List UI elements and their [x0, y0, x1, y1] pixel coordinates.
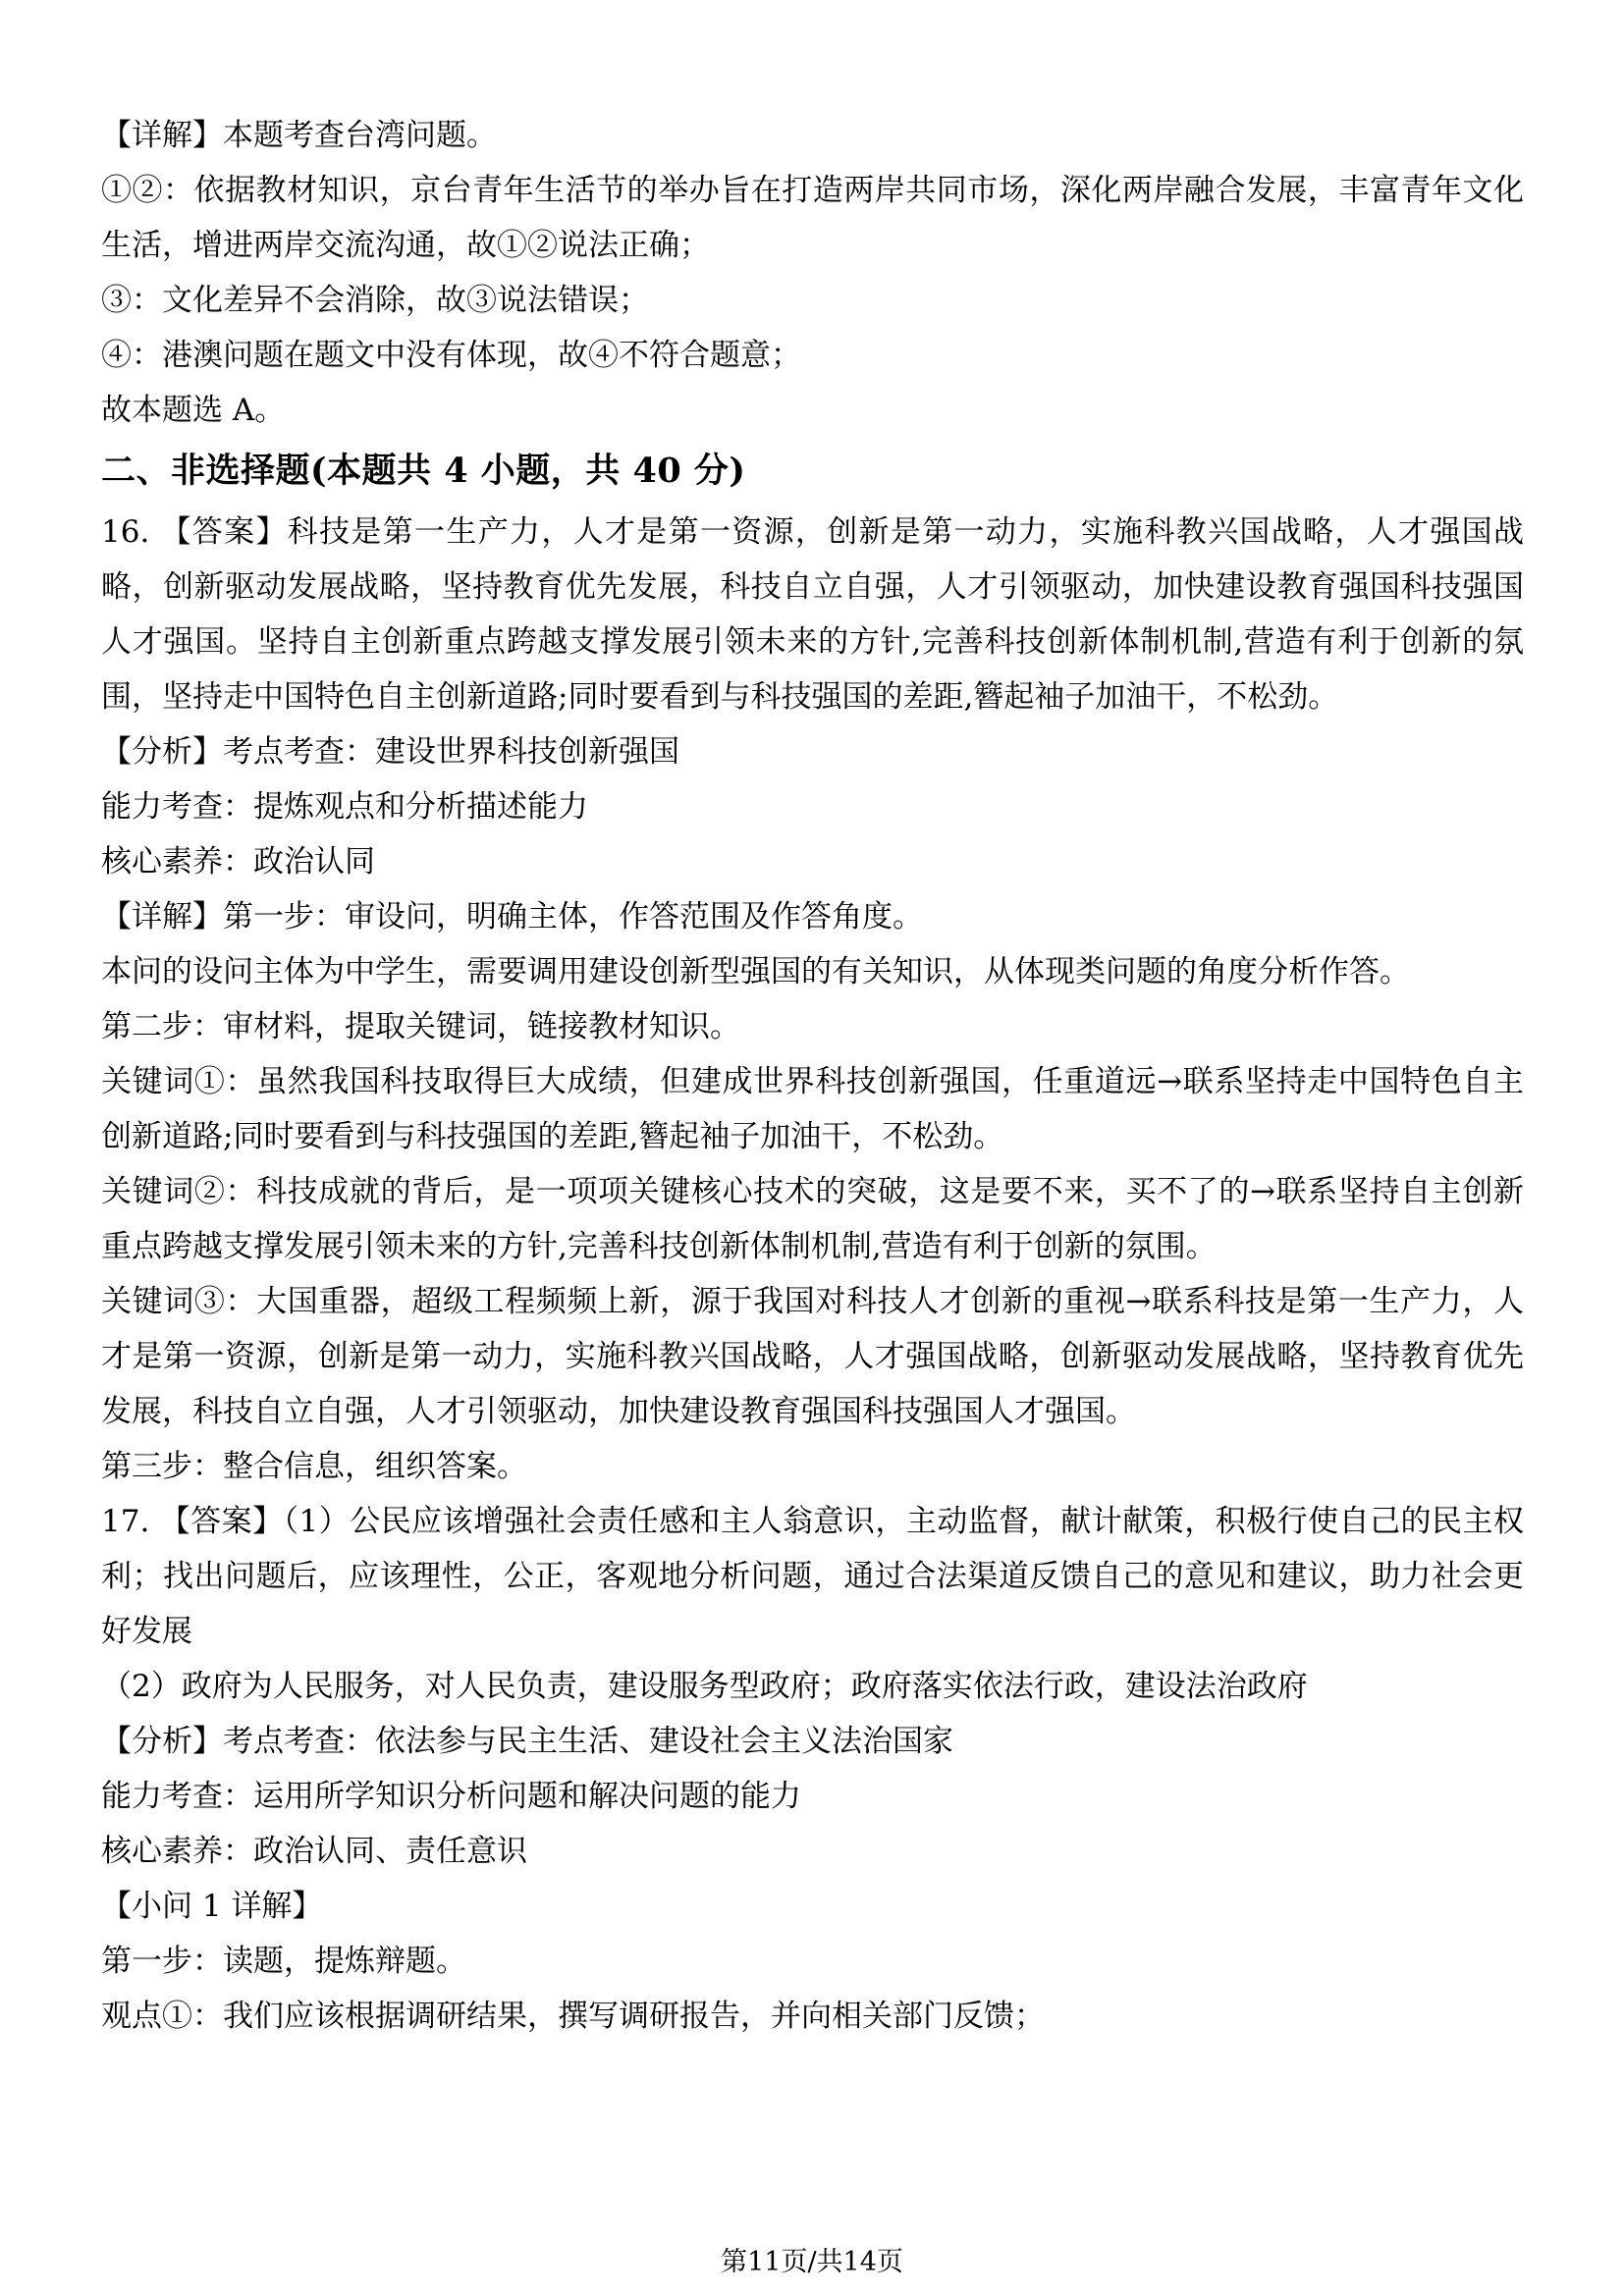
q17-answer-part2: （2）政府为人民服务，对人民负责，建设服务型政府；政府落实依法行政，建设法治政府	[101, 1669, 1308, 1704]
q16-ability-focus: 能力考查：提炼观点和分析描述能力	[101, 789, 588, 825]
q16-step2: 第二步：审材料，提取关键词，链接教材知识。	[101, 1009, 740, 1044]
q15-point-3-analysis: ③：文化差异不会消除，故③说法错误；	[101, 283, 649, 318]
q17-analysis-topics: 【分析】考点考查：依法参与民主生活、建设社会主义法治国家	[101, 1724, 953, 1759]
page-number-footer: 第11页/共14页	[721, 2247, 903, 2277]
q17-step1: 第一步：读题，提炼辩题。	[101, 1944, 466, 1979]
q16-keyword-1: 关键词①：虽然我国科技取得巨大成绩，但建成世界科技创新强国，任重道远→联系坚持走中国特色自主创新道路;同时要看到与科技强国的差距,簪起袖子加油干，不松劲。	[101, 1064, 1524, 1154]
q17-core-literacy: 核心素养：政治认同、责任意识	[101, 1834, 527, 1869]
q16-keyword-3: 关键词③：大国重器，超级工程频频上新，源于我国对科技人才创新的重视→联系科技是第一生产力，人才是第一资源，创新是第一动力，实施科教兴国战略，人才强国战略，创新驱动发展战略，坚持教育优先发展，科技自立自强，人才引领驱动，加快建设教育强国科技强国人才强国。	[101, 1284, 1524, 1429]
answer-key-content	[101, 108, 1524, 2044]
q16-core-literacy: 核心素养：政治认同	[101, 844, 375, 880]
q17-viewpoint-1: 观点①：我们应该根据调研结果，撰写调研报告，并向相关部门反馈；	[101, 1999, 1045, 2034]
q15-point-4-analysis: ④：港澳问题在题文中没有体现，故④不符合题意；	[101, 338, 801, 373]
q17-subquestion-1-detail-label: 【小问 1 详解】	[101, 1889, 323, 1924]
q15-answer-choice: 故本题选 A。	[101, 393, 286, 428]
q16-step3: 第三步：整合信息，组织答案。	[101, 1449, 527, 1484]
q17-ability-focus: 能力考查：运用所学知识分析问题和解决问题的能力	[101, 1779, 801, 1814]
q16-analysis-topics: 【分析】考点考查：建设世界科技创新强国	[101, 734, 679, 770]
section-2-heading: 二、非选择题(本题共 4 小题，共 40 分)	[101, 451, 746, 491]
q17-answer-part1: 17. 【答案】（1）公民应该增强社会责任感和主人翁意识，主动监督，献计献策，积极行使自己的民主权利；找出问题后，应该理性，公正，客观地分析问题，通过合法渠道反馈自己的意见和建议，助力社会更好发展	[101, 1504, 1524, 1649]
q15-points-1-2-analysis: ①②：依据教材知识，京台青年生活节的举办旨在打造两岸共同市场，深化两岸融合发展，丰富青年文化生活，增进两岸交流沟通，故①②说法正确；	[101, 173, 1524, 263]
q16-step1-explanation: 本问的设问主体为中学生，需要调用建设创新型强国的有关知识，从体现类问题的角度分析作答。	[101, 954, 1410, 989]
q16-answer: 16. 【答案】科技是第一生产力，人才是第一资源，创新是第一动力，实施科教兴国战略，人才强国战略，创新驱动发展战略，坚持教育优先发展，科技自立自强，人才引领驱动，加快建设教育强国科技强国人才强国。坚持自主创新重点跨越支撑发展引领未来的方针,完善科技创新体制机制,营造有利于创新的氛围，坚持走中国特色自主创新道路;同时要看到与科技强国的差距,簪起袖子加油干，不松劲。	[101, 514, 1525, 715]
q16-keyword-2: 关键词②：科技成就的背后，是一项项关键核心技术的突破，这是要不来，买不了的→联系坚持自主创新重点跨越支撑发展引领未来的方针,完善科技创新体制机制,营造有利于创新的氛围。	[101, 1174, 1524, 1264]
q15-detail-intro: 【详解】本题考查台湾问题。	[101, 118, 497, 153]
q16-detail-step1: 【详解】第一步：审设问，明确主体，作答范围及作答角度。	[101, 899, 923, 934]
